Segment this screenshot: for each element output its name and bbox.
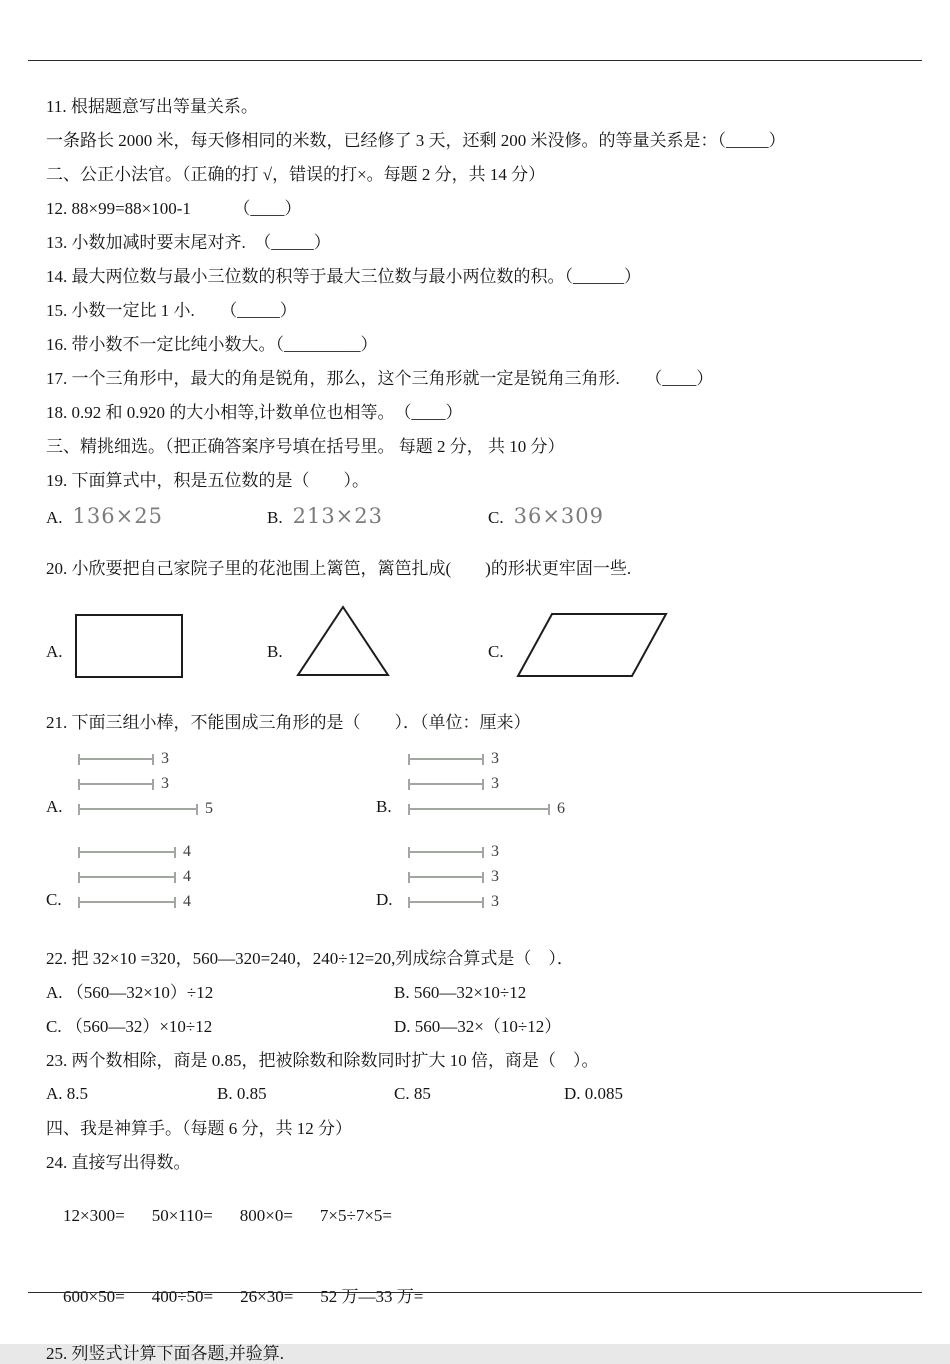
stick-segment — [408, 889, 499, 914]
math-expression: 36×309 — [513, 504, 604, 528]
question-22-option-c: C. （560—32）×10÷12 — [46, 1017, 213, 1036]
parallelogram-shape — [516, 612, 668, 678]
stick-segment — [408, 864, 499, 889]
calc-expression: 12×300= — [63, 1206, 125, 1225]
question-19-option-c — [488, 504, 604, 528]
stick-segment — [78, 771, 213, 796]
stick-set — [78, 839, 191, 914]
option-label: B. — [267, 508, 283, 527]
question-21-option-a — [46, 746, 376, 821]
stick-length: 6 — [557, 799, 565, 817]
option-label: D. — [376, 890, 393, 909]
stick-line — [408, 783, 484, 785]
question-24-row-2 — [46, 1262, 912, 1327]
stick-length: 3 — [491, 842, 499, 860]
stick-length: 4 — [183, 892, 191, 910]
option-label: A. — [46, 642, 63, 661]
section-4-heading: 四、我是神算手。（每题 6 分，共 12 分） — [46, 1119, 352, 1138]
stick-set — [408, 746, 565, 821]
stick-line — [78, 851, 176, 853]
stick-line — [78, 808, 198, 810]
question-23-option-b: B. 0.85 — [217, 1084, 267, 1103]
question-22-option-a: A. （560—32×10）÷12 — [46, 983, 214, 1002]
question-25-title: 25. 列竖式计算下面各题,并验算. — [46, 1344, 284, 1363]
question-12: 12. 88×99=88×100-1 （____） — [46, 199, 302, 218]
question-22-option-d: D. 560—32×（10÷12） — [394, 1017, 562, 1036]
stick-length: 3 — [491, 892, 499, 910]
question-22-options-row-2 — [46, 1016, 912, 1037]
question-14: 14. 最大两位数与最小三位数的积等于最大三位数与最小两位数的积。（______） — [46, 267, 641, 286]
question-19-options — [46, 504, 912, 528]
stick-segment — [408, 796, 565, 821]
question-22-option-b: B. 560—32×10÷12 — [394, 983, 527, 1002]
stick-segment — [78, 796, 213, 821]
question-17: 17. 一个三角形中，最大的角是锐角，那么，这个三角形就一定是锐角三角形. （____） — [46, 369, 714, 388]
question-20-option-a — [46, 614, 267, 678]
bottom-rule — [28, 1292, 922, 1293]
option-label: B. — [376, 797, 392, 816]
question-15: 15. 小数一定比 1 小. （_____） — [46, 301, 297, 320]
math-expression: 136×25 — [72, 504, 163, 528]
question-22-title: 22. 把 32×10 =320，560—320=240，240÷12=20,列成综合算式是（ ）． — [46, 949, 574, 968]
question-20-options — [46, 592, 912, 678]
calc-expression: 52 万—33 万= — [320, 1287, 424, 1306]
stick-segment — [408, 839, 499, 864]
question-20-option-c — [488, 612, 668, 678]
stick-segment — [408, 771, 565, 796]
stick-length: 5 — [205, 799, 213, 817]
stick-line — [408, 851, 484, 853]
question-21-option-b — [376, 746, 706, 821]
option-label: C. — [488, 508, 504, 527]
calc-expression: 7×5÷7×5= — [319, 1206, 393, 1225]
question-20-option-b — [267, 604, 488, 678]
stick-segment — [408, 746, 565, 771]
stick-line — [408, 758, 484, 760]
question-18: 18. 0.92 和 0.920 的大小相等,计数单位也相等。 （____） — [46, 403, 463, 422]
stick-line — [78, 876, 176, 878]
stick-line — [78, 783, 154, 785]
stick-line — [78, 758, 154, 760]
calc-expression: 26×30= — [240, 1287, 294, 1306]
calc-expression: 50×110= — [151, 1206, 213, 1225]
option-label: A. — [46, 508, 63, 527]
question-19-option-b — [267, 504, 488, 528]
question-23-option-a: A. 8.5 — [46, 1084, 89, 1103]
top-rule — [28, 60, 922, 61]
calc-expression: 400÷50= — [151, 1287, 214, 1306]
option-label: C. — [488, 642, 504, 661]
option-label: B. — [267, 642, 283, 661]
stick-length: 3 — [491, 774, 499, 792]
stick-length: 3 — [161, 749, 169, 767]
option-label: A. — [46, 797, 63, 816]
question-24-row-1 — [46, 1186, 912, 1246]
stick-line — [408, 808, 550, 810]
question-23-option-d: D. 0.085 — [564, 1084, 624, 1103]
stick-line — [408, 901, 484, 903]
stick-segment — [78, 746, 213, 771]
stick-segment — [78, 889, 191, 914]
question-19-option-a — [46, 504, 267, 528]
question-23-option-c: C. 85 — [394, 1084, 431, 1103]
question-22-options-row-1 — [46, 982, 912, 1003]
question-19-title: 19. 下面算式中，积是五位数的是（ ）。 — [46, 471, 369, 490]
stick-line — [408, 876, 484, 878]
question-24-title: 24. 直接写出得数。 — [46, 1153, 191, 1172]
stick-segment — [78, 864, 191, 889]
stick-line — [78, 901, 176, 903]
option-label: C. — [46, 890, 62, 909]
section-2-heading: 二、公正小法官。（正确的打 √，错误的打×。每题 2 分，共 14 分） — [46, 165, 546, 184]
stick-segment — [78, 839, 191, 864]
stick-length: 3 — [491, 867, 499, 885]
math-expression: 213×23 — [292, 504, 383, 528]
stick-length: 4 — [183, 867, 191, 885]
question-21-option-d — [376, 839, 706, 914]
stick-set — [408, 839, 499, 914]
triangle-shape — [295, 604, 391, 678]
stick-set — [78, 746, 213, 821]
stick-length: 3 — [491, 749, 499, 767]
question-11-title: 11. 根据题意写出等量关系。 — [46, 97, 258, 116]
rectangle-shape — [75, 614, 183, 678]
question-16: 16. 带小数不一定比纯小数大。（_________） — [46, 335, 378, 354]
question-21-options — [46, 746, 912, 932]
calc-expression: 600×50= — [63, 1287, 125, 1306]
stick-length: 3 — [161, 774, 169, 792]
question-21-option-c — [46, 839, 376, 914]
question-20-title: 20. 小欣要把自己家院子里的花池围上篱笆，篱笆扎成( )的形状更牢固一些. — [46, 559, 632, 578]
question-23-options — [46, 1084, 912, 1104]
question-13: 13. 小数加减时要末尾对齐. （_____） — [46, 233, 331, 252]
calc-expression: 800×0= — [239, 1206, 293, 1225]
stick-length: 4 — [183, 842, 191, 860]
question-11-body: 一条路长 2000 米，每天修相同的米数，已经修了 3 天，还剩 200 米没修。的等量关系是：（_____） — [46, 131, 786, 150]
question-23-title: 23. 两个数相除，商是 0.85，把被除数和除数同时扩大 10 倍，商是（ ）。 — [46, 1051, 599, 1070]
section-3-heading: 三、精挑细选。（把正确答案序号填在括号里。 每题 2 分， 共 10 分） — [46, 437, 565, 456]
question-21-title: 21. 下面三组小棒，不能围成三角形的是（ ）．（单位：厘来） — [46, 713, 531, 732]
